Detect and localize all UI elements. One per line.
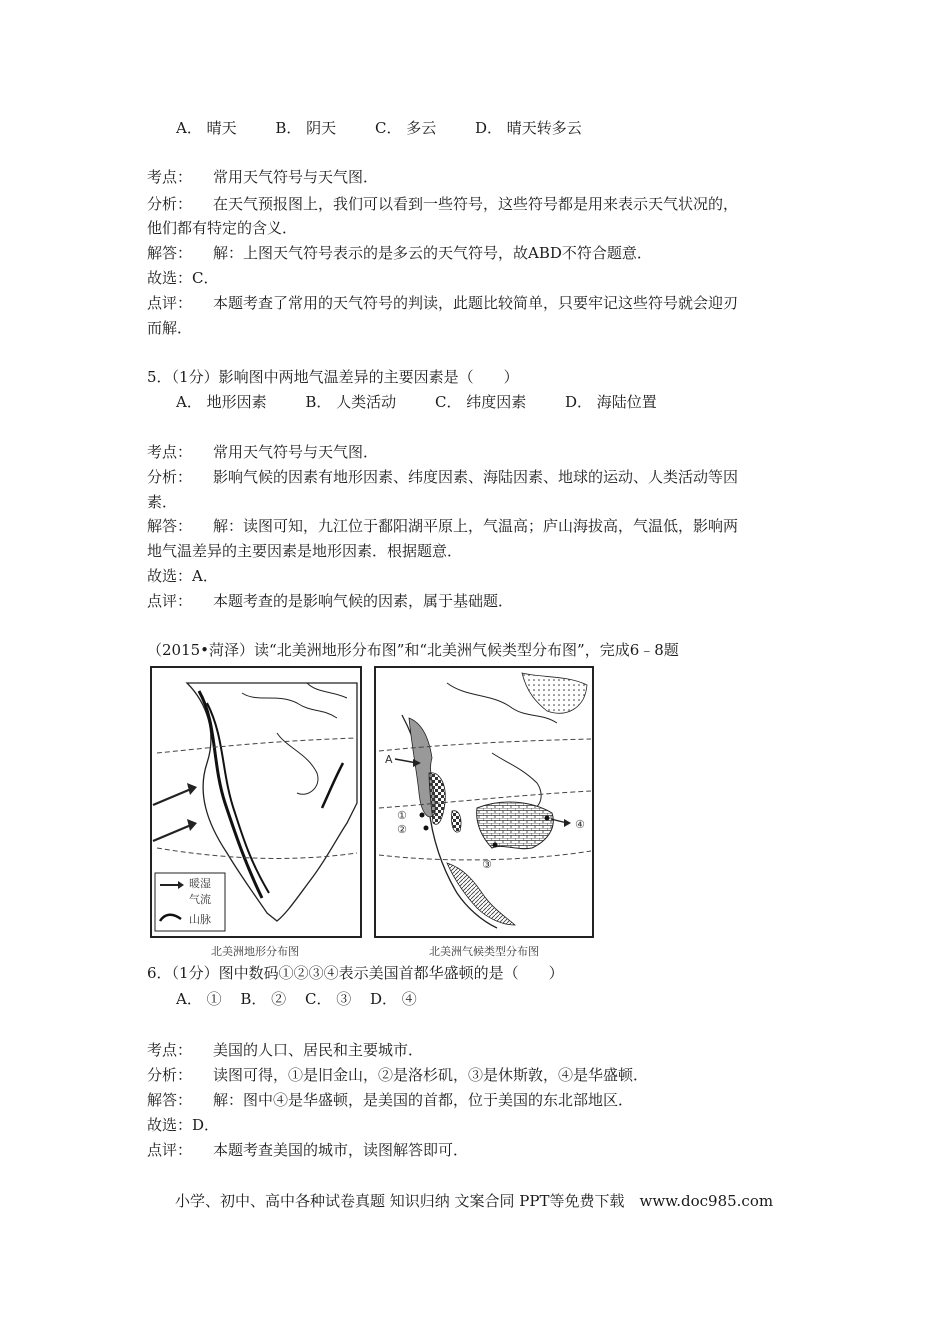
q4-jieda — [147, 242, 652, 264]
q6-kaodian — [147, 1039, 423, 1061]
q4-options — [176, 117, 616, 139]
q5-dianping-text: 本题考查的是影响气候的因素，属于基础题． — [213, 592, 514, 610]
q6-fenxi — [147, 1064, 648, 1086]
q5-jieda-text-1: 解：读图可知，九江位于鄱阳湖平原上，气温高；庐山海拔高，气温低，影响两 — [213, 517, 739, 535]
q6-fenxi-label: 分析： — [147, 1066, 193, 1084]
q5-kaodian — [147, 441, 378, 463]
q4-dianping — [147, 292, 738, 314]
q5-jieda — [147, 515, 738, 537]
q5-jieda-label: 解答： — [147, 517, 193, 535]
legend-air-label-2: 气流 — [189, 893, 211, 906]
q6-jieda-label: 解答： — [147, 1091, 193, 1109]
q4-option-c: C． 多云 — [374, 119, 437, 137]
q6-dianping-text: 本题考查美国的城市，读图解答即可． — [213, 1141, 469, 1159]
legend-air-label-1: 暖湿 — [189, 877, 211, 890]
q6-option-d: D． ④ — [370, 990, 417, 1008]
q5-question: 5．（1分）影响图中两地气温差异的主要因素是（ ） — [147, 368, 519, 386]
q4-fenxi-text-2: 他们都有特定的含义． — [147, 219, 298, 237]
terrain-map-caption: 北美洲地形分布图 — [211, 945, 299, 958]
marker-3: ③ — [482, 858, 492, 871]
q5-dianping — [147, 590, 513, 612]
q6-kaodian-text: 美国的人口、居民和主要城市． — [213, 1041, 424, 1059]
q4-jieda-text: 解：上图天气符号表示的是多云的天气符号，故ABD不符合题意． — [213, 244, 652, 262]
q5-option-c: C． 纬度因素 — [434, 393, 527, 411]
legend-mountain-label: 山脉 — [189, 913, 211, 926]
q6-options — [176, 988, 451, 1010]
marker-1: ① — [397, 809, 407, 822]
q4-dianping-label: 点评： — [147, 294, 193, 312]
q5-option-a: A． 地形因素 — [176, 393, 267, 411]
label-a: A — [385, 753, 393, 766]
q6-option-c: C． ③ — [304, 990, 352, 1008]
page-footer: 小学、初中、高中各种试卷真题 知识归纳 文案合同 PPT等免费下载 www.doc985.com — [175, 1192, 774, 1210]
q6-dianping — [147, 1139, 468, 1161]
q6-dianping-label: 点评： — [147, 1141, 193, 1159]
q5-fenxi-text-2: 素． — [147, 493, 178, 511]
q4-dianping-text-2: 而解． — [147, 319, 193, 337]
q4-fenxi-label: 分析： — [147, 195, 193, 213]
q4-kaodian-label: 考点： — [147, 168, 193, 186]
q4-kaodian — [147, 166, 378, 188]
q6-option-a: A． ① — [176, 990, 222, 1008]
q4-option-b: B． 阴天 — [275, 119, 337, 137]
climate-map-caption: 北美洲气候类型分布图 — [429, 945, 539, 958]
marker-4: ④ — [575, 818, 585, 831]
q6-fenxi-text: 读图可得，①是旧金山，②是洛杉矶，③是休斯敦，④是华盛顿． — [213, 1066, 649, 1084]
q6-guxuan: 故选：D． — [147, 1116, 220, 1134]
q6-option-b: B． ② — [240, 990, 287, 1008]
q4-fenxi — [147, 193, 738, 215]
maps-figure — [147, 663, 597, 960]
q4-guxuan: 故选：C． — [147, 269, 219, 287]
q4-fenxi-text-1: 在天气预报图上，我们可以看到一些符号，这些符号都是用来表示天气状况的， — [213, 195, 739, 213]
q4-option-d: D． 晴天转多云 — [475, 119, 582, 137]
q5-fenxi-label: 分析： — [147, 468, 193, 486]
terrain-map — [151, 667, 361, 958]
q6-jieda — [147, 1089, 633, 1111]
q5-option-d: D． 海陆位置 — [565, 393, 657, 411]
marker-2: ② — [397, 823, 407, 836]
q5-jieda-text-2: 地气温差异的主要因素是地形因素．根据题意． — [147, 542, 463, 560]
q5-options — [176, 391, 691, 413]
q4-jieda-label: 解答： — [147, 244, 193, 262]
q5-kaodian-label: 考点： — [147, 443, 193, 461]
q5-dianping-label: 点评： — [147, 592, 193, 610]
group-intro: （2015•菏泽）读“北美洲地形分布图”和“北美洲气候类型分布图”，完成6﹣8题 — [147, 641, 679, 659]
north-america-maps — [147, 663, 597, 960]
q5-fenxi — [147, 466, 738, 488]
q4-option-a: A． 晴天 — [176, 119, 237, 137]
climate-map — [375, 667, 593, 958]
q5-option-b: B． 人类活动 — [305, 393, 397, 411]
q5-fenxi-text-1: 影响气候的因素有地形因素、纬度因素、海陆因素、地球的运动、人类活动等因 — [213, 468, 739, 486]
q5-guxuan: 故选：A． — [147, 567, 218, 585]
q5-kaodian-text: 常用天气符号与天气图． — [213, 443, 379, 461]
q4-kaodian-text: 常用天气符号与天气图． — [213, 168, 379, 186]
q6-question: 6．（1分）图中数码①②③④表示美国首都华盛顿的是（ ） — [147, 964, 564, 982]
q4-dianping-text-1: 本题考查了常用的天气符号的判读，此题比较简单，只要牢记这些符号就会迎刃 — [213, 294, 739, 312]
q6-jieda-text: 解：图中④是华盛顿，是美国的首都，位于美国的东北部地区． — [213, 1091, 634, 1109]
q6-kaodian-label: 考点： — [147, 1041, 193, 1059]
